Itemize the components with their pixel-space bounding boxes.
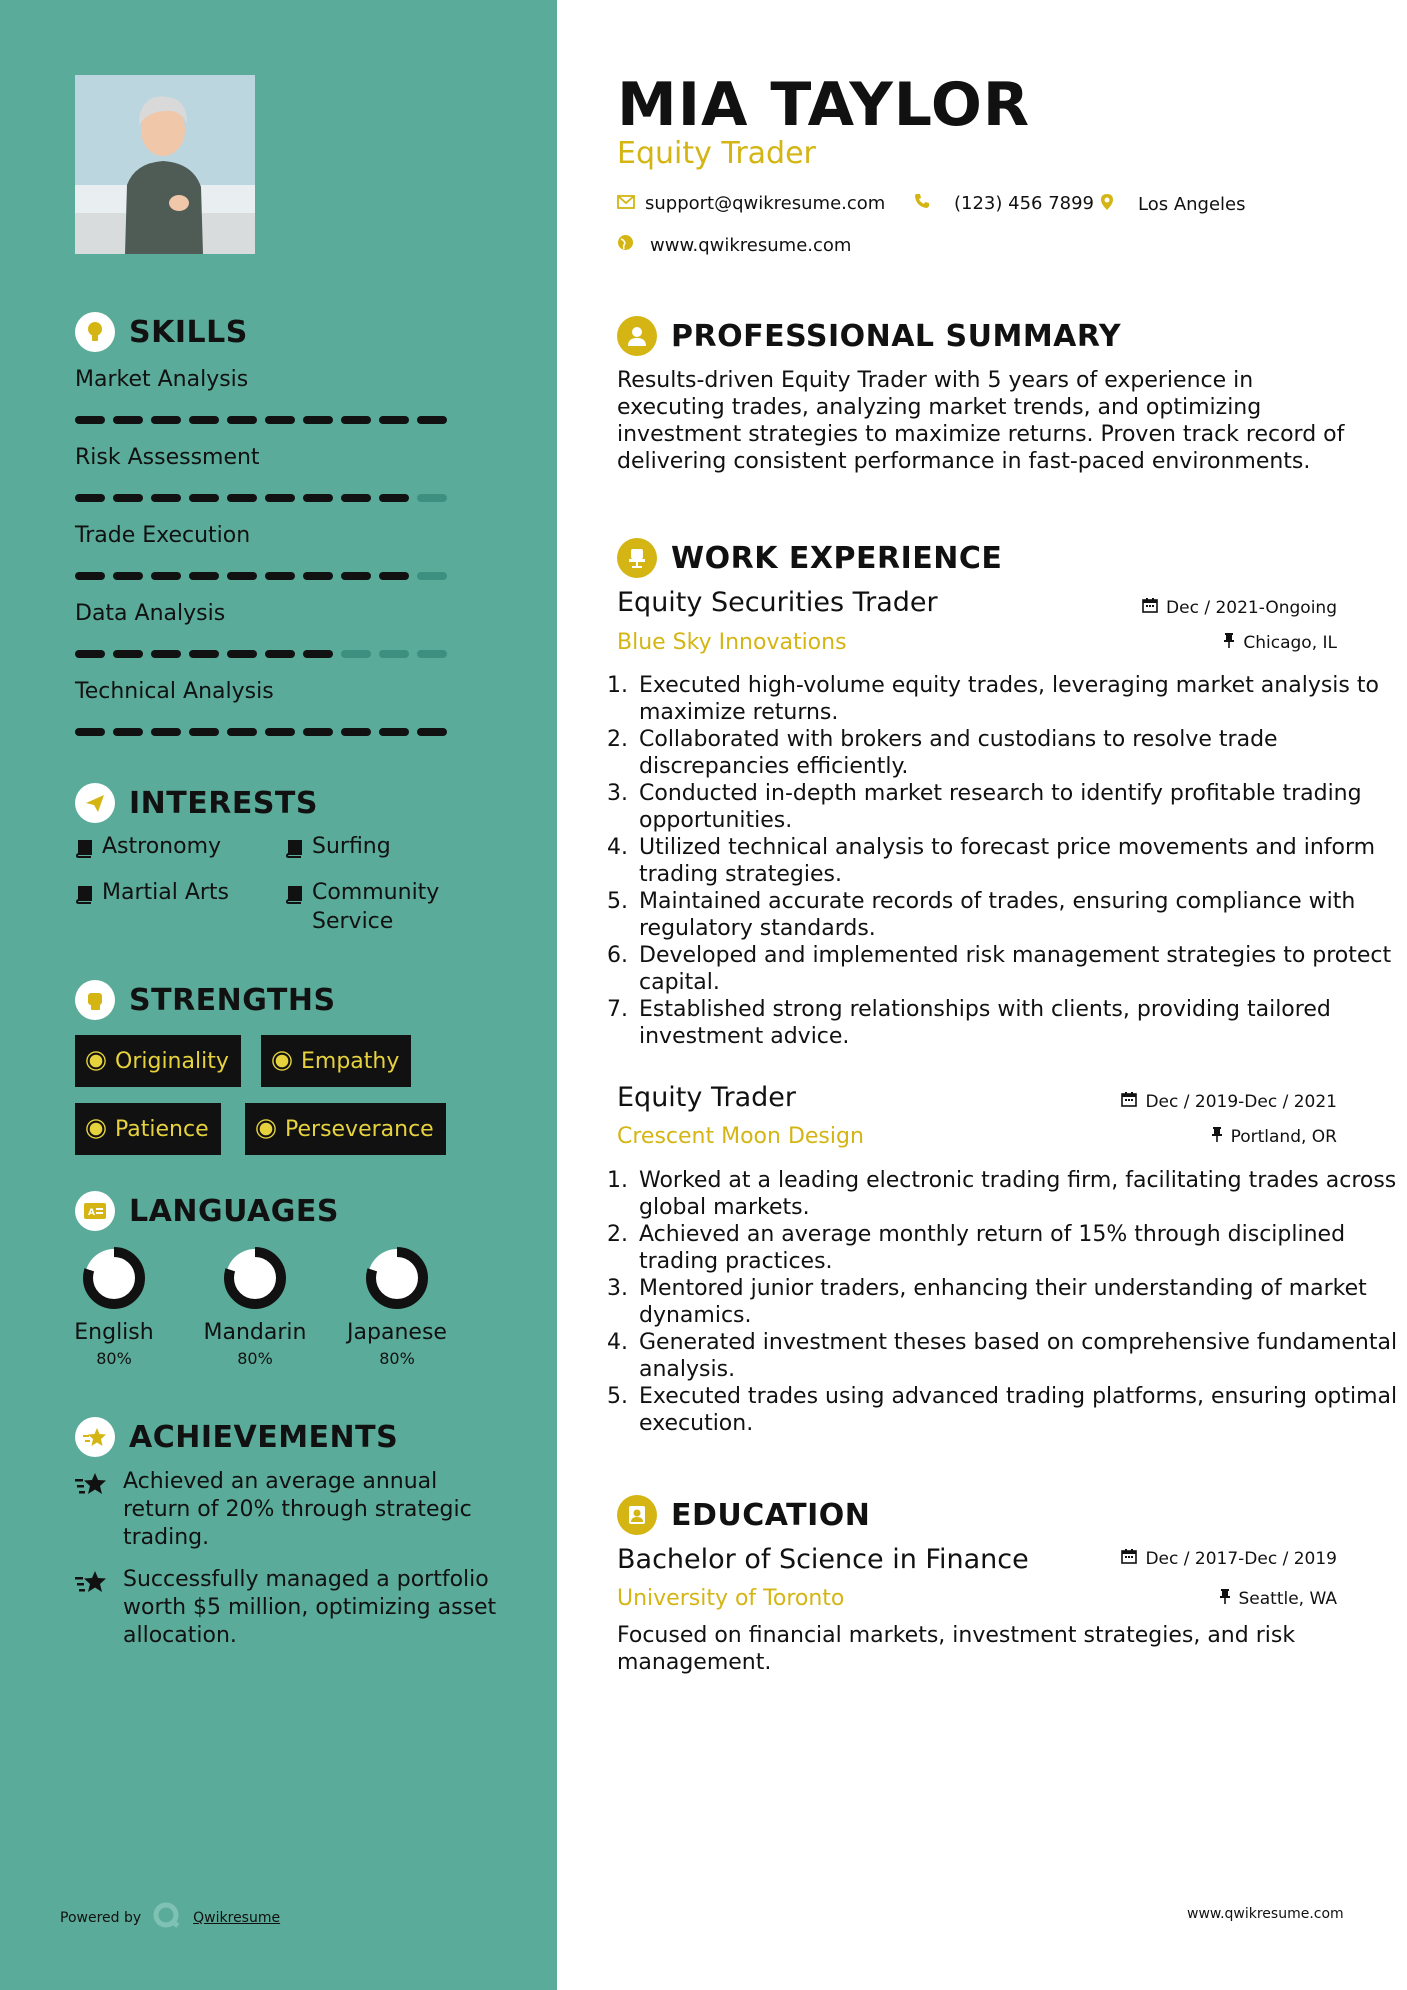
skill-level-segment <box>151 494 181 502</box>
education-heading: EDUCATION <box>617 1495 870 1535</box>
ring-hole <box>380 1261 414 1295</box>
pushpin-icon <box>1219 1588 1231 1609</box>
sidebar <box>0 0 557 1990</box>
skill-level-segment <box>341 494 371 502</box>
book-icon <box>75 883 92 901</box>
languages-heading: A LANGUAGES <box>75 1191 339 1231</box>
star-icon <box>75 1568 109 1650</box>
language-ring-chart <box>365 1246 429 1310</box>
skill-level-segment <box>341 416 371 424</box>
skill-level-segment <box>227 494 257 502</box>
contact-location: Los Angeles <box>1100 193 1246 216</box>
skill-level-segment <box>265 572 295 580</box>
skill-level-segment <box>151 728 181 736</box>
skill-level-segment <box>417 572 447 580</box>
skill-level-segment <box>75 572 105 580</box>
skill-label: Risk Assessment <box>75 445 260 470</box>
qwikresume-logo-icon <box>151 1900 183 1936</box>
language-ring-chart <box>82 1246 146 1310</box>
education-location: Seattle, WA <box>1219 1588 1338 1609</box>
interest-item: Surfing <box>285 832 391 861</box>
degree-title: Bachelor of Science in Finance <box>617 1544 1029 1575</box>
duty-item: 5. Maintained accurate records of trades, ensuring compliance with regulatory standards. <box>635 888 1405 942</box>
interest-item: Astronomy <box>75 832 221 861</box>
duty-item: 3. Mentored junior traders, enhancing their understanding of market dynamics. <box>635 1275 1405 1329</box>
qwikresume-link[interactable]: Qwikresume <box>193 1910 281 1926</box>
pushpin-icon <box>1223 632 1235 653</box>
skills-heading: SKILLS <box>75 312 248 352</box>
footer-website[interactable]: www.qwikresume.com <box>1187 1906 1344 1922</box>
skill-label: Market Analysis <box>75 367 249 392</box>
language-percent: 80% <box>237 1349 273 1368</box>
contact-phone: (123) 456 7899 <box>914 193 1094 214</box>
lightbulb-icon <box>75 312 115 352</box>
language-item <box>332 1246 462 1368</box>
skill-level-segment <box>265 494 295 502</box>
skill-level-bar <box>75 650 447 658</box>
education-dates: Dec / 2017-Dec / 2019 <box>1121 1548 1337 1569</box>
interest-item: Martial Arts <box>75 878 229 907</box>
skill-level-segment <box>189 494 219 502</box>
skill-level-segment <box>417 416 447 424</box>
chair-icon <box>617 538 657 578</box>
fist-icon <box>75 980 115 1020</box>
strengths-heading: STRENGTHS <box>75 980 336 1020</box>
skill-level-segment <box>303 728 333 736</box>
skill-level-bar <box>75 416 447 424</box>
language-name: Japanese <box>347 1320 447 1345</box>
interest-item: Community Service <box>285 878 455 936</box>
job-location: Chicago, IL <box>1223 632 1337 653</box>
skill-level-segment <box>189 572 219 580</box>
skill-level-segment <box>379 650 409 658</box>
skill-level-segment <box>113 416 143 424</box>
skill-level-segment <box>75 494 105 502</box>
language-name: Mandarin <box>203 1320 307 1345</box>
strength-badge: Empathy <box>261 1035 411 1087</box>
skill-level-bar <box>75 494 447 502</box>
strength-badge: Originality <box>75 1035 241 1087</box>
ring-hole <box>238 1261 272 1295</box>
school-name: University of Toronto <box>617 1586 845 1611</box>
sun-icon <box>276 1055 289 1068</box>
job-title: Equity Securities Trader <box>617 587 938 618</box>
paper-plane-icon <box>75 783 115 823</box>
duty-item: 3. Conducted in-depth market research to identify profitable trading opportunities. <box>635 780 1405 834</box>
sun-icon <box>90 1123 103 1136</box>
skill-level-segment <box>113 494 143 502</box>
summary-text: Results-driven Equity Trader with 5 years of experience in executing trades, analyzing market trends, and optimizing investment strategies to maximize returns. Proven track record of delivering consistent performance in fast-paced environments. <box>617 368 1345 474</box>
skill-level-segment <box>379 572 409 580</box>
skill-level-segment <box>113 572 143 580</box>
skill-level-segment <box>379 416 409 424</box>
skill-level-segment <box>151 650 181 658</box>
skill-level-segment <box>189 416 219 424</box>
calendar-icon <box>1121 1548 1137 1569</box>
job-location: Portland, OR <box>1211 1126 1337 1147</box>
map-pin-icon <box>1100 193 1114 216</box>
strength-badge: Patience <box>75 1103 221 1155</box>
summary-heading: PROFESSIONAL SUMMARY <box>617 316 1121 356</box>
contact-email: support@qwikresume.com <box>617 193 885 214</box>
skill-label: Trade Execution <box>75 523 251 548</box>
candidate-role: Equity Trader <box>617 136 816 171</box>
book-icon <box>75 837 92 855</box>
strength-badge: Perseverance <box>245 1103 446 1155</box>
achievement-item: Achieved an average annual return of 20% through strategic trading. <box>75 1468 505 1552</box>
achievement-item: Successfully managed a portfolio worth $5 million, optimizing asset allocation. <box>75 1566 505 1650</box>
skill-level-segment <box>379 728 409 736</box>
star-badge-icon <box>75 1417 115 1457</box>
language-ring-chart <box>223 1246 287 1310</box>
book-icon <box>285 837 302 855</box>
skill-level-segment <box>265 728 295 736</box>
job-title: Equity Trader <box>617 1082 796 1113</box>
duty-item: 2. Achieved an average monthly return of 15% through disciplined trading practices. <box>635 1221 1405 1275</box>
interests-heading: INTERESTS <box>75 783 318 823</box>
skill-level-segment <box>227 416 257 424</box>
company-name: Crescent Moon Design <box>617 1124 864 1149</box>
skill-level-segment <box>189 728 219 736</box>
company-name: Blue Sky Innovations <box>617 630 847 655</box>
job-duties <box>617 672 1405 1050</box>
skill-level-bar <box>75 572 447 580</box>
duty-item: 6. Developed and implemented risk management strategies to protect capital. <box>635 942 1405 996</box>
profile-photo <box>75 75 255 254</box>
experience-heading: WORK EXPERIENCE <box>617 538 1002 578</box>
duty-item: 1. Executed high-volume equity trades, leveraging market analysis to maximize returns. <box>635 672 1405 726</box>
ring-hole <box>97 1261 131 1295</box>
language-percent: 80% <box>96 1349 132 1368</box>
skill-level-segment <box>227 650 257 658</box>
skill-level-segment <box>417 650 447 658</box>
language-item <box>190 1246 320 1368</box>
graduate-icon <box>617 1495 657 1535</box>
svg-text:A: A <box>88 1208 96 1218</box>
skill-level-segment <box>341 572 371 580</box>
candidate-name: MIA TAYLOR <box>617 70 1031 140</box>
skill-level-segment <box>75 650 105 658</box>
language-card-icon <box>75 1191 115 1231</box>
duty-item: 1. Worked at a leading electronic trading firm, facilitating trades across global markets. <box>635 1167 1405 1221</box>
duty-item: 4. Generated investment theses based on comprehensive fundamental analysis. <box>635 1329 1405 1383</box>
skill-level-segment <box>417 494 447 502</box>
skill-level-segment <box>113 728 143 736</box>
skill-level-segment <box>189 650 219 658</box>
job-dates: Dec / 2019-Dec / 2021 <box>1121 1091 1337 1112</box>
powered-by: Powered by Qwikresume <box>60 1900 280 1936</box>
skill-level-segment <box>151 572 181 580</box>
duty-item: 7. Established strong relationships with clients, providing tailored investment advice. <box>635 996 1405 1050</box>
calendar-icon <box>1142 597 1158 618</box>
skill-level-segment <box>303 572 333 580</box>
skill-level-segment <box>303 494 333 502</box>
skill-level-bar <box>75 728 447 736</box>
main-content <box>557 0 1407 1990</box>
sun-icon <box>260 1123 273 1136</box>
skill-level-segment <box>265 650 295 658</box>
skill-level-segment <box>341 728 371 736</box>
education-description: Focused on financial markets, investment strategies, and risk management. <box>617 1623 1296 1675</box>
skill-level-segment <box>303 416 333 424</box>
skill-label: Data Analysis <box>75 601 226 626</box>
pushpin-icon <box>1211 1126 1223 1147</box>
skill-level-segment <box>151 416 181 424</box>
skill-level-segment <box>113 650 143 658</box>
star-icon <box>75 1470 109 1552</box>
duty-item: 5. Executed trades using advanced trading platforms, ensuring optimal execution. <box>635 1383 1405 1437</box>
user-icon <box>617 316 657 356</box>
skill-level-segment <box>227 728 257 736</box>
duty-item: 2. Collaborated with brokers and custodians to resolve trade discrepancies efficiently. <box>635 726 1405 780</box>
skill-level-segment <box>379 494 409 502</box>
book-icon <box>285 883 302 901</box>
skill-level-segment <box>303 650 333 658</box>
phone-icon <box>914 193 930 214</box>
language-percent: 80% <box>379 1349 415 1368</box>
sun-icon <box>90 1055 103 1068</box>
language-item <box>49 1246 179 1368</box>
job-duties <box>617 1167 1405 1437</box>
skill-level-segment <box>417 728 447 736</box>
contact-website: www.qwikresume.com <box>617 234 851 256</box>
skill-level-segment <box>341 650 371 658</box>
envelope-icon <box>617 193 635 214</box>
duty-item: 4. Utilized technical analysis to forecast price movements and inform trading strategies. <box>635 834 1405 888</box>
skill-level-segment <box>75 728 105 736</box>
skill-level-segment <box>227 572 257 580</box>
calendar-icon <box>1121 1091 1137 1112</box>
skill-level-segment <box>75 416 105 424</box>
language-name: English <box>74 1320 154 1345</box>
achievements-heading: ACHIEVEMENTS <box>75 1417 398 1457</box>
globe-icon <box>617 234 634 256</box>
job-dates: Dec / 2021-Ongoing <box>1142 597 1337 618</box>
skill-level-segment <box>265 416 295 424</box>
skill-label: Technical Analysis <box>75 679 274 704</box>
